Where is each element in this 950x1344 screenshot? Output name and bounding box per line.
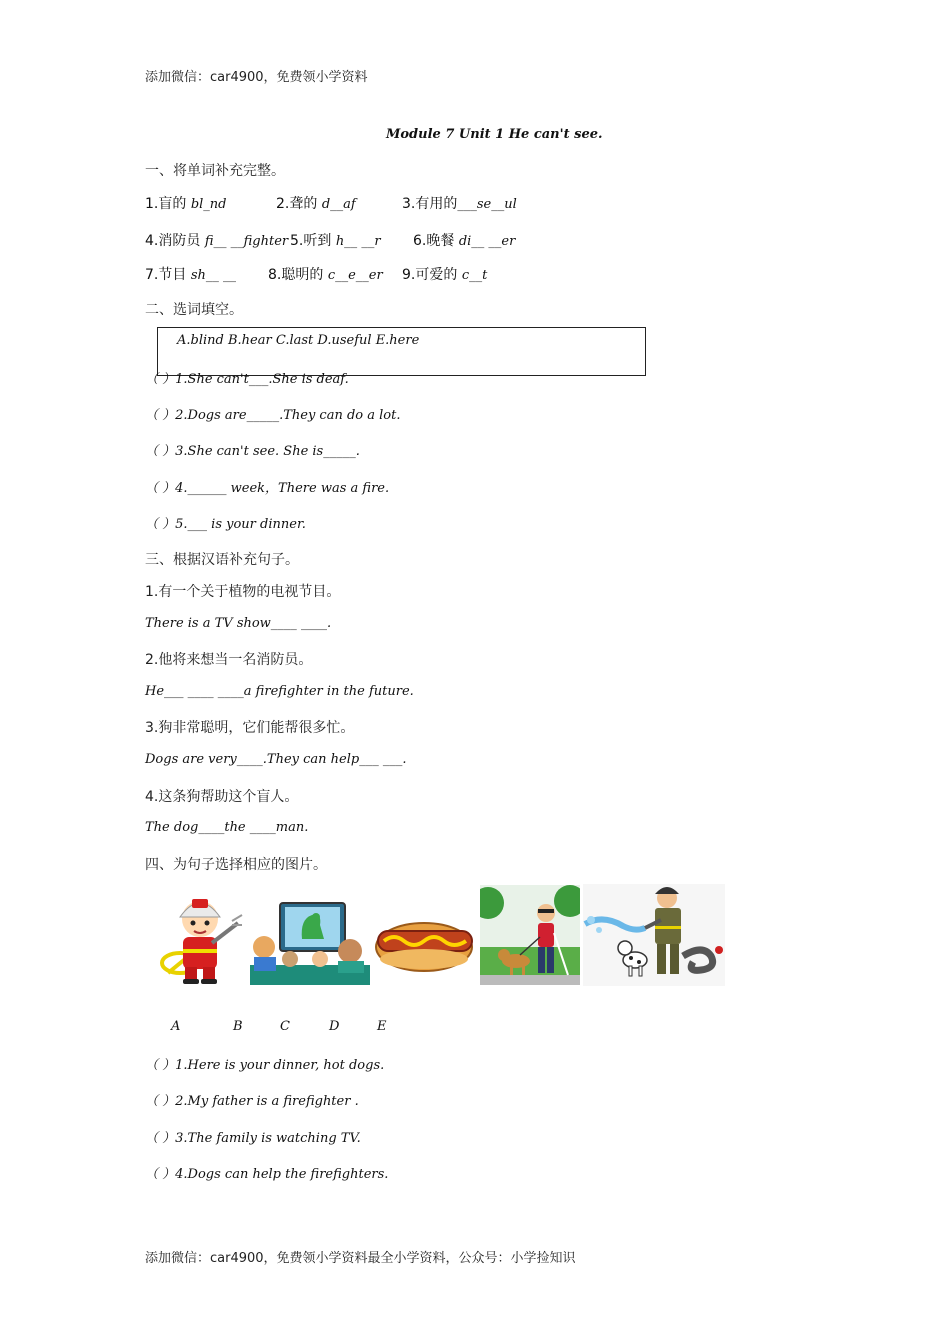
picture-label-e: E <box>377 1019 387 1034</box>
page-footer: 添加微信：car4900，免费领小学资料最全小学资料，公众号：小学捡知识 <box>145 1251 576 1266</box>
sentence-cn: 4.这条狗帮助这个盲人。 <box>145 789 299 805</box>
section3-heading: 三、根据汉语补充句子。 <box>145 552 299 568</box>
picture-firefighter-cartoon <box>150 885 245 985</box>
match-picture-item: （ ）1.Here is your dinner, hot dogs. <box>145 1058 385 1073</box>
picture-label-d: D <box>329 1019 340 1034</box>
word-item: 7.节目 sh__ __ <box>145 267 236 283</box>
worksheet-title: Module 7 Unit 1 He can't see. <box>386 127 603 142</box>
word-item: 2.聋的 d__af <box>276 196 356 212</box>
picture-hot-dog <box>372 905 477 977</box>
match-picture-item: （ ）2.My father is a firefighter . <box>145 1094 359 1109</box>
fill-blank-item: （ ）5.___ is your dinner. <box>145 517 306 532</box>
picture-blind-man-with-guide-dog <box>480 885 580 985</box>
sentence-cn: 1.有一个关于植物的电视节目。 <box>145 584 341 600</box>
fill-blank-item: （ ）1.She can't___.She is deaf. <box>145 372 349 387</box>
word-item: 1.盲的 bl_nd <box>145 196 227 212</box>
sentence-en: There is a TV show____ ____. <box>145 616 332 631</box>
sentence-en: Dogs are very____.They can help___ ___. <box>145 752 407 767</box>
picture-label-c: C <box>280 1019 290 1034</box>
section2-heading: 二、选词填空。 <box>145 302 243 318</box>
match-picture-item: （ ）4.Dogs can help the firefighters. <box>145 1167 389 1182</box>
word-item: 5.听到 h__ __r <box>290 233 381 249</box>
fill-blank-item: （ ）2.Dogs are_____.They can do a lot. <box>145 408 401 423</box>
sentence-en: He___ ____ ____a firefighter in the future. <box>145 684 414 699</box>
fill-blank-item: （ ）3.She can't see. She is_____. <box>145 444 360 459</box>
picture-label-a: A <box>171 1019 181 1034</box>
word-item: 6.晚餐 di__ __er <box>413 233 516 249</box>
word-item: 3.有用的___se__ul <box>402 196 517 212</box>
section4-heading: 四、为句子选择相应的图片。 <box>145 857 327 873</box>
match-picture-item: （ ）3.The family is watching TV. <box>145 1131 361 1146</box>
word-item: 4.消防员 fi__ __fighter <box>145 233 289 249</box>
word-item: 8.聪明的 c__e__er <box>268 267 383 283</box>
page-header: 添加微信：car4900，免费领小学资料 <box>145 70 368 85</box>
word-item: 9.可爱的 c__t <box>402 267 488 283</box>
section1-heading: 一、将单词补充完整。 <box>145 163 285 179</box>
picture-family-watching-tv <box>250 895 370 985</box>
sentence-cn: 3.狗非常聪明，它们能帮很多忙。 <box>145 720 355 736</box>
sentence-cn: 2.他将来想当一名消防员。 <box>145 652 313 668</box>
picture-firefighter-with-dog-and-hose <box>583 884 725 986</box>
word-bank-options: A.blind B.hear C.last D.useful E.here <box>177 333 420 348</box>
picture-label-b: B <box>233 1019 243 1034</box>
fill-blank-item: （ ）4.______ week，There was a fire. <box>145 481 390 496</box>
sentence-en: The dog____the ____man. <box>145 820 309 835</box>
